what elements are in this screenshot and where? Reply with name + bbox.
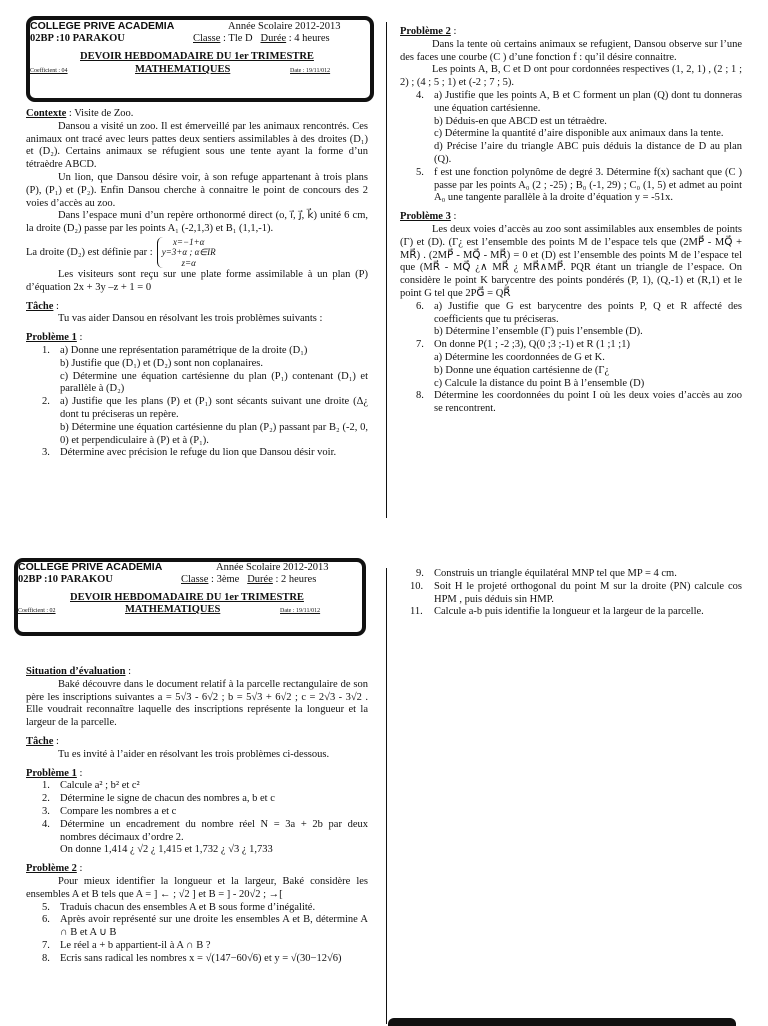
system-label: La droite (D₂) est définie par : bbox=[26, 246, 153, 258]
question-text: b) Détermine l’ensemble (Γ) puis l’ensemble (D). bbox=[434, 326, 643, 338]
question-subitem bbox=[26, 371, 368, 397]
section-heading bbox=[26, 108, 368, 121]
system-equation: y=3+α ; α∈IR bbox=[161, 247, 216, 258]
exam-date: Date : 19/11/012 bbox=[280, 608, 321, 614]
paragraph: Les visiteurs sont reçu sur une plate forme assimilable à un plan (P) d’équation 2x + 3y –z + 1 = 0 bbox=[26, 269, 368, 293]
duration-value: : 4 heures bbox=[288, 33, 330, 44]
section-suffix: : bbox=[125, 666, 132, 677]
class-value: : Tle D bbox=[223, 33, 253, 44]
question-item bbox=[26, 953, 368, 966]
section-heading bbox=[26, 863, 368, 876]
question-text: Le réel a + b appartient-il à A ∩ B ? bbox=[60, 939, 211, 951]
exam-subject: MATHEMATIQUES bbox=[125, 604, 221, 615]
section-heading bbox=[26, 332, 368, 345]
question-text: f est une fonction polynôme de degré 3. Détermine f(x) sachant que (C ) passe par les points A₀ (2 ; -25) ; B₀ (-1, 29) ; C₀ (1, 5) et admet au point A₀ une tangente parallèle à la droite d’équation y = -51x. bbox=[434, 166, 742, 204]
exam-subject: MATHEMATIQUES bbox=[135, 64, 231, 75]
question-item bbox=[400, 390, 742, 416]
question-text: a) Détermine les coordonnées de G et K. bbox=[434, 351, 605, 363]
school-year: Année Scolaire 2012-2013 bbox=[228, 21, 341, 32]
question-number: 7. bbox=[416, 339, 424, 351]
question-text: b) Détermine une équation cartésienne du plan (P₂) passant par B₂ (-2, 0, 0) et perpendiculaire à (P) et à (P₁). bbox=[60, 421, 368, 446]
question-list bbox=[400, 90, 742, 205]
question-text: d) Précise l’aire du triangle ABC puis déduis la distance de D au plan (Q). bbox=[434, 141, 742, 165]
question-text: b) Justifie que (D₁) et (D₂) sont non coplanaires. bbox=[60, 357, 263, 369]
question-text: On donne P(1 ; -2 ;3), Q(0 ;3 ;-1) et R (1 ;1 ;1) bbox=[434, 339, 630, 351]
question-list bbox=[26, 345, 368, 460]
question-text: Construis un triangle équilatéral MNP tel que MP = 4 cm. bbox=[434, 568, 677, 579]
question-text: Traduis chacun des ensembles A et B sous forme d’inégalité. bbox=[60, 901, 316, 913]
section-heading bbox=[400, 26, 742, 39]
question-number: 10. bbox=[410, 580, 424, 592]
question-text: Soit H le projeté orthogonal du point M sur la droite (PN) calcule cos HPM , puis déduis sin HMP. bbox=[434, 580, 742, 605]
section-suffix: : bbox=[76, 332, 83, 344]
question-text: c) Détermine une équation cartésienne du plan (P₁) contenant (D₁) et parallèle à (D₂) bbox=[60, 370, 368, 395]
question-text: Ecris sans radical les nombres x = √(147−60√6) et y = √(30−12√6) bbox=[60, 952, 342, 964]
coefficient: Coefficient : 02 bbox=[18, 608, 56, 614]
question-subitem bbox=[400, 141, 742, 167]
duration-label: Durée bbox=[247, 574, 273, 585]
question-item bbox=[26, 396, 368, 422]
question-text: b) Donne une équation cartésienne de (Γ¿ bbox=[434, 364, 610, 376]
question-number: 3. bbox=[42, 447, 50, 459]
paragraph: Tu es invité à l’aider en résolvant les trois problèmes ci-dessous. bbox=[58, 748, 330, 760]
question-list bbox=[26, 780, 368, 857]
question-item bbox=[400, 606, 742, 619]
question-number: 4. bbox=[416, 89, 424, 101]
question-item bbox=[26, 902, 368, 915]
section-title: Problème 3 bbox=[400, 211, 451, 223]
coefficient: Coefficient : 04 bbox=[30, 68, 68, 74]
duration-value: : 2 heures bbox=[275, 574, 317, 585]
question-number: 5. bbox=[42, 901, 50, 913]
question-number: 8. bbox=[416, 390, 424, 402]
section-suffix: : bbox=[53, 735, 59, 747]
sheet1-right-column bbox=[400, 26, 742, 416]
paragraph: Dans l’espace muni d’un repère orthonormé direct (o, i⃗, j⃗, k⃗) unité 6 cm, la droite (D₂) passe par les points A₁ (-2,1,3) et B₁ (1,1,-1). bbox=[26, 210, 368, 235]
paragraph: Dans la tente où certains animaux se refugient, Dansou observe sur l’une des faces une courbe (C ) d’une fonction f : qu’il désire connaitre. bbox=[400, 38, 742, 63]
section-suffix: : bbox=[76, 863, 83, 875]
question-item bbox=[26, 819, 368, 845]
question-subitem bbox=[26, 358, 368, 371]
school-address: 02BP :10 PARAKOU bbox=[30, 33, 125, 44]
system-brace bbox=[157, 237, 216, 268]
paragraph: Tu vas aider Dansou en résolvant les trois problèmes suivants : bbox=[58, 313, 323, 325]
question-item bbox=[26, 345, 368, 358]
section-suffix: : bbox=[450, 211, 457, 223]
system-equation: x=−1+α bbox=[172, 236, 205, 247]
class-info bbox=[193, 33, 330, 46]
question-text: Détermine avec précision le refuge du lion que Dansou désir voir. bbox=[60, 447, 337, 459]
section-heading bbox=[26, 301, 368, 314]
section-title: Problème 2 bbox=[400, 26, 451, 37]
school-address: 02BP :10 PARAKOU bbox=[18, 574, 113, 585]
question-list bbox=[26, 902, 368, 966]
column-divider bbox=[386, 568, 387, 1024]
question-item bbox=[400, 581, 742, 607]
school-name: COLLEGE PRIVE ACADEMIA bbox=[18, 561, 163, 573]
class-label: Classe bbox=[193, 33, 221, 44]
exam-title: DEVOIR HEBDOMADAIRE DU 1er TRIMESTRE bbox=[80, 51, 314, 62]
question-subitem bbox=[400, 365, 742, 378]
section-title: Tâche bbox=[26, 300, 54, 312]
question-subitem bbox=[400, 378, 742, 391]
paragraph: Dansou a visité un zoo. Il est émerveillé par les animaux rencontrés. Ces animaux ont tracé avec leurs pattes deux sentiers assimilables à des droites (D₁) et (D₂). Certains animaux se réfugient sous une tente ayant la forme d’un tétraèdre ABCD. bbox=[26, 120, 368, 171]
question-number: 1. bbox=[42, 344, 50, 356]
question-subitem bbox=[400, 352, 742, 365]
question-number: 5. bbox=[416, 166, 424, 178]
question-item bbox=[26, 914, 368, 940]
question-text: c) Détermine la quantité d’aire disponible aux animaux dans la tente. bbox=[434, 128, 724, 140]
question-item bbox=[26, 780, 368, 793]
question-item bbox=[400, 339, 742, 352]
exam-date: Date : 19/11/012 bbox=[290, 68, 331, 74]
section-suffix: : bbox=[450, 26, 457, 37]
question-item bbox=[26, 806, 368, 819]
question-subitem bbox=[400, 326, 742, 339]
question-text: Après avoir représenté sur une droite les ensembles A et B, détermine A ∩ B et A ∪ B bbox=[60, 914, 368, 939]
section-heading bbox=[26, 666, 368, 679]
question-text: Détermine un encadrement du nombre réel N = 3a + 2b par deux nombres décimaux d’ordre 2. bbox=[60, 818, 368, 843]
question-text: a) Justifie que les points A, B et C forment un plan (Q) dont tu donneras une équation cartésienne. bbox=[434, 89, 742, 114]
question-text: a) Justifie que G est barycentre des points P, Q et R affecté des coefficients que tu préciseras. bbox=[434, 300, 742, 325]
paragraph: Pour mieux identifier la longueur et la largeur, Baké considère les ensembles A et B tels que A = ] ← ; √2 ] et B = ] - 20√2 ; →[ bbox=[26, 875, 368, 900]
section-suffix: : bbox=[53, 300, 59, 312]
paragraph: Les deux voies d’accès au zoo sont assimilables aux ensembles de points (Γ) et (D). (Γ¿ est l’ensemble des points M de l’espace tels que (2MP⃗ - MQ⃗ + MR⃗) . (2MP⃗ - MQ⃗ - MR⃗) = 0 et (D) est l’ensemble des points M de l’espace tel que (MR⃗ - MQ⃗ ¿∧ MR⃗ ¿ MR⃗∧MP⃗. PQR étant un triangle de l’espace. On considère le point K barycentre des points pondérés (P, 1), (Q,-1) et (R,1) et le point G tel que 2PG⃗ = QR⃗ bbox=[400, 223, 742, 299]
paragraph: Un lion, que Dansou désire voir, à son refuge appartenant à trois plans (P), (P₁) et (P₂). Enfin Dansou cherche à connaitre le point de concours des 2 voies d’accès au zoo. bbox=[26, 171, 368, 209]
question-item bbox=[26, 447, 368, 460]
sheet2-right-column bbox=[400, 568, 742, 619]
question-item bbox=[400, 301, 742, 327]
paragraph: Baké découvre dans le document relatif à la parcelle rectangulaire de son père les inscriptions suivantes a = 5√3 - 6√2 ; b = 5√3 + 6√2 ; c = 2√3 - 3√2 . Elle voudrait reconnaître laquelle des inscriptions représente la longueur et la largeur de la parcelle. bbox=[26, 678, 368, 729]
question-number: 6. bbox=[42, 914, 50, 926]
question-text: b) Déduis-en que ABCD est un tétraèdre. bbox=[434, 115, 607, 127]
section-suffix: : Visite de Zoo. bbox=[66, 108, 134, 119]
question-text: Compare les nombres a et c bbox=[60, 805, 177, 817]
question-number: 1. bbox=[42, 780, 50, 792]
question-text: a) Justifie que les plans (P) et (P₁) sont sécants suivant une droite (Δ¿ dont tu préciseras un repère. bbox=[60, 396, 368, 420]
question-text: Détermine les coordonnées du point I où les deux voies d’accès au zoo se rencontrent. bbox=[434, 390, 742, 415]
section-title: Problème 2 bbox=[26, 863, 77, 875]
question-text: On donne 1,414 ¿ √2 ¿ 1,415 et 1,732 ¿ √3 ¿ 1,733 bbox=[60, 844, 273, 856]
column-divider bbox=[386, 22, 387, 518]
system-equation: z=α bbox=[181, 257, 196, 268]
question-number: 2. bbox=[42, 396, 50, 408]
sheet1-left-column bbox=[26, 108, 368, 460]
class-value: : 3ème bbox=[211, 574, 240, 585]
question-list bbox=[400, 301, 742, 416]
question-number: 2. bbox=[42, 793, 50, 805]
duration-label: Durée bbox=[260, 33, 287, 44]
question-text: Calcule a² ; b² et c² bbox=[60, 780, 140, 792]
question-item bbox=[26, 793, 368, 806]
question-item bbox=[400, 90, 742, 116]
next-header-box-edge bbox=[388, 1018, 736, 1026]
question-subitem bbox=[26, 422, 368, 448]
class-label: Classe bbox=[181, 574, 209, 585]
question-number: 9. bbox=[416, 568, 424, 579]
section-heading bbox=[26, 768, 368, 781]
exam-title: DEVOIR HEBDOMADAIRE DU 1er TRIMESTRE bbox=[70, 592, 304, 603]
question-text: c) Calcule la distance du point B à l’ensemble (D) bbox=[434, 377, 645, 389]
question-text: Calcule a-b puis identifie la longueur et la largeur de la parcelle. bbox=[434, 606, 704, 618]
section-suffix: : bbox=[76, 767, 83, 779]
question-number: 4. bbox=[42, 818, 50, 830]
section-title: Problème 1 bbox=[26, 767, 77, 779]
question-list bbox=[400, 568, 742, 619]
paragraph: Les points A, B, C et D ont pour cordonnées respectives (1, 2, 1) , (2 ; 1 ; 2) ; (4 ; 5 ; 1) et (-2 ; 7 ; 5). bbox=[400, 64, 742, 89]
question-text: Détermine le signe de chacun des nombres a, b et c bbox=[60, 793, 275, 805]
section-heading bbox=[26, 736, 368, 749]
question-item bbox=[26, 940, 368, 953]
question-subitem bbox=[400, 116, 742, 129]
question-item bbox=[400, 167, 742, 205]
section-title: Situation d’évaluation bbox=[26, 666, 126, 677]
question-number: 7. bbox=[42, 939, 50, 951]
sheet2-left-column bbox=[26, 666, 368, 966]
question-subitem bbox=[26, 844, 368, 857]
question-number: 6. bbox=[416, 300, 424, 312]
section-title: Contexte bbox=[26, 108, 67, 119]
class-info bbox=[181, 574, 316, 587]
question-item bbox=[400, 568, 742, 581]
question-text: a) Donne une représentation paramétrique de la droite (D₁) bbox=[60, 344, 308, 356]
school-name: COLLEGE PRIVE ACADEMIA bbox=[30, 20, 175, 32]
section-title: Problème 1 bbox=[26, 332, 77, 344]
question-number: 8. bbox=[42, 952, 50, 964]
school-year: Année Scolaire 2012-2013 bbox=[216, 562, 329, 573]
question-subitem bbox=[400, 128, 742, 141]
question-number: 3. bbox=[42, 805, 50, 817]
section-heading bbox=[400, 211, 742, 224]
parametric-system bbox=[26, 237, 368, 268]
question-number: 11. bbox=[410, 606, 423, 618]
section-title: Tâche bbox=[26, 735, 54, 747]
